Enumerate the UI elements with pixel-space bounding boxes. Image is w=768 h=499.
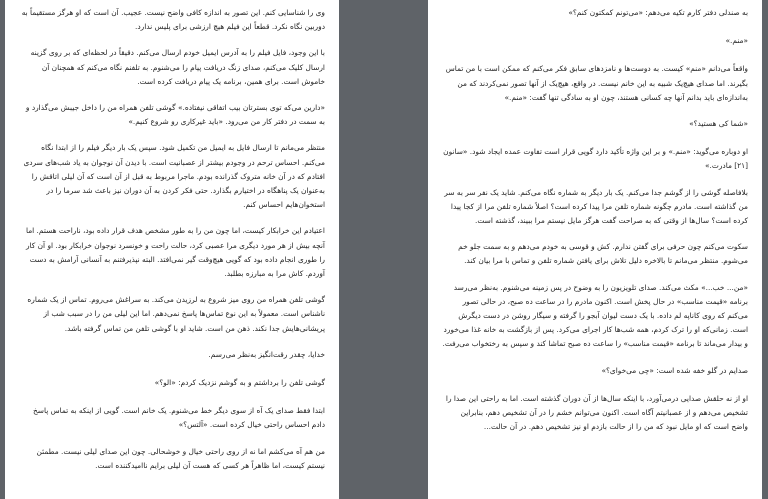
paragraph: منتظر می‌مانم تا ارسال فایل به ایمیل من تکمیل شود. سپس یک بار دیگر فیلم را از ابتدا نگاه می‌کنم. احساس ترحم در وجودم بیشتر از عصبانیت است. با دیدن آن نوجوان به یاد شب‌های سردی افتادم که در آن خانه متروک گذرانده بودم. ماجرا مربوط به قبل از آن است که آن لیلی اتاقش را به‌عنوان یک پناهگاه در اختیارم بگذارد. حتی فکر کردن به آن دوران نیز باعث شد سرما را در استخوان‌هایم احساس کنم. bbox=[23, 143, 325, 210]
paragraph: او از نه حلقش صدایی درمی‌آورد، با اینکه سال‌ها از آن دوران گذشته است. اما به راحتی این صدا را تشخیص می‌دهم و از عصبانیتم آگاه است. اکنون می‌توانم خشم را در آن تشخیص دهم، بنابراین واضح است که او مایل نبود که من را از حالت بازدم او نیز تشخیص دهم. در آن حالت... bbox=[445, 393, 748, 432]
paragraph: او دوباره می‌گوید: «منم.» و بر این واژه تأکید دارد گویی قرار است تفاوت عمده ایجاد شود. «سانون [۲۱] مادرت.» bbox=[443, 147, 748, 171]
paragraph: گوشی تلفن را برداشتم و به گوشم نزدیک کردم: «الو؟» bbox=[154, 378, 325, 388]
paragraph: من هم آه می‌کشم اما نه از روی راحتی خیال و خوشحالی. چون این صدای لیلی نیست. مطمئن نیستم کیست، اما ظاهراً هر کسی که هست آن لیلی برایم ناامیدکننده است. bbox=[36, 446, 325, 470]
paragraph: بلافاصله گوشی را از گوشم جدا می‌کنم. یک بار دیگر به شماره نگاه می‌کنم. شاید یک نفر سر به سر من گذاشته است. مادرم چگونه شماره تلفن مرا پیدا کرده است؟ اصلاً شماره تلفن مرا از کجا پیدا کرده است؟ سال‌ها از وقتی که به صراحت گفت هرگز مایل نیستم مرا ببیند، گذشته است. bbox=[444, 187, 748, 226]
paragraph: «من... خب...» مکث می‌کند. صدای تلویزیون را به وضوح در پس زمینه می‌شنوم. به‌نظر می‌رسد برنامه «قیمت مناسب» در حال پخش است. اکنون مادرم را در ساعت ده صبح، در حالی تصور می‌کنم که روی کاناپه لم داده. با یک دست لیوان آبجو را گرفته و سیگار روشن در دست دیگرش است. زمانی‌که او را ترک کردم، همه شب‌ها کار اجرای می‌کرد. پس از بازگشت به خانه غذا می‌خورد و بیدار می‌ماند تا برنامه «قیمت مناسب» را ساعت ده صبح تماشا کند و سپس به رختخواب می‌رفت. bbox=[442, 282, 748, 349]
paragraph: «منم.» bbox=[725, 36, 748, 46]
paragraph: به صندلی دفتر کارم تکیه می‌دهم: «می‌تونم کمکتون کنم؟» bbox=[568, 8, 748, 17]
book-page-right bbox=[428, 0, 762, 499]
paragraph: واقعاً می‌دانم «منم» کیست. به دوست‌ها و نامزدهای سابق فکر می‌کنم که ممکن است با من تماس بگیرند. اما صدای هیچ‌یک شبیه به این خانم نیست. در واقع، هیچ‌یک از آنها تصور نمی‌کردند که من به‌اندازه‌ای باید بدانم آنها چه کسانی هستند، چون او به سادگی تنها گفت: «منم.» bbox=[445, 64, 748, 102]
book-page-left bbox=[5, 0, 339, 499]
paragraph: ابتدا فقط صدای یک آه از سوی دیگر خط می‌شنوم. یک خانم است. گویی از اینکه به تماس پاسخ دادم احساس راحتی خیال کرده است. «آلتس؟» bbox=[32, 406, 325, 430]
paragraph: اعتیادم این خرابکار کیست، اما چون من را به طور مشخص هدف قرار داده بود، ناراحت هستم. اما آنچه بیش از هر مورد دیگری مرا عصبی کرد، حالت راحت و خونسرد نوجوان خرابکار بود. او آن کار را طوری انجام داده بود که گویی هیچ‌وقت گیر نمی‌افتد. البته نپذیرفتنم به آنسانی آرامش به دست آوردم. کاش مرا به مبارزه بطلبد. bbox=[25, 226, 325, 279]
paragraph: وی را شناسایی کنم. این تصور به اندازه کافی واضح نیست. عجیب. آن است که او هرگز مستقیماً به دوربین نگاه نکرد. قطعاً این فیلم هیچ ارزشی برای پلیس ندارد. bbox=[21, 8, 325, 32]
paragraph: با این وجود، فایل فیلم را به آدرس ایمیل خودم ارسال می‌کنم. دقیقاً در لحظه‌ای که بر روی گزینه ارسال کلیک می‌کنم، صدای زنگ دریافت پیام را می‌شنوم. به تلفنم نگاه می‌کنم که همچنان آن خاموش است. برای همین، برنامه یک پیام دریافت کرده است. bbox=[30, 48, 325, 86]
paragraph: «دارین می‌که توی بسترتان بیب اتفاقی نیفتاده.» گوشی تلفن همراه من را داخل جیبش می‌گذارد و به سمت در دفتر کار من می‌رود. «باید غیرکاری رو شروع کنیم.» bbox=[25, 103, 325, 127]
paragraph: گوشی تلفن همراه من روی میز شروع به لرزیدن می‌کند. به سراغش می‌روم. تماس از یک شماره ناشناس است. معمولاً به این نوع تماس‌ها پاسخ نمی‌دهم. اما این لیلی من را در سبب شب از پریشانی‌هایش جدا نکند. ذهن من است. شاید او با گوشی تلفن من تماس گرفته باشد. bbox=[27, 295, 325, 333]
viewer-gutter bbox=[339, 0, 428, 499]
paragraph: سکوت می‌کنم چون حرفی برای گفتن ندارم. کش و قوسی به خودم می‌دهم و به سمت جلو خم می‌شوم. منتظر می‌مانم تا بالاخره دلیل تلاش برای یافتن شماره تلفن و تماس با مرا بیان کند. bbox=[458, 242, 748, 266]
paragraph: «شما کی هستید؟» bbox=[689, 119, 748, 129]
paragraph: خدایا، چقدر رقت‌انگیز به‌نظر می‌رسم. bbox=[208, 349, 325, 359]
paragraph: صدایم در گلو خفه شده است: «چی می‌خوای؟» bbox=[601, 365, 748, 375]
